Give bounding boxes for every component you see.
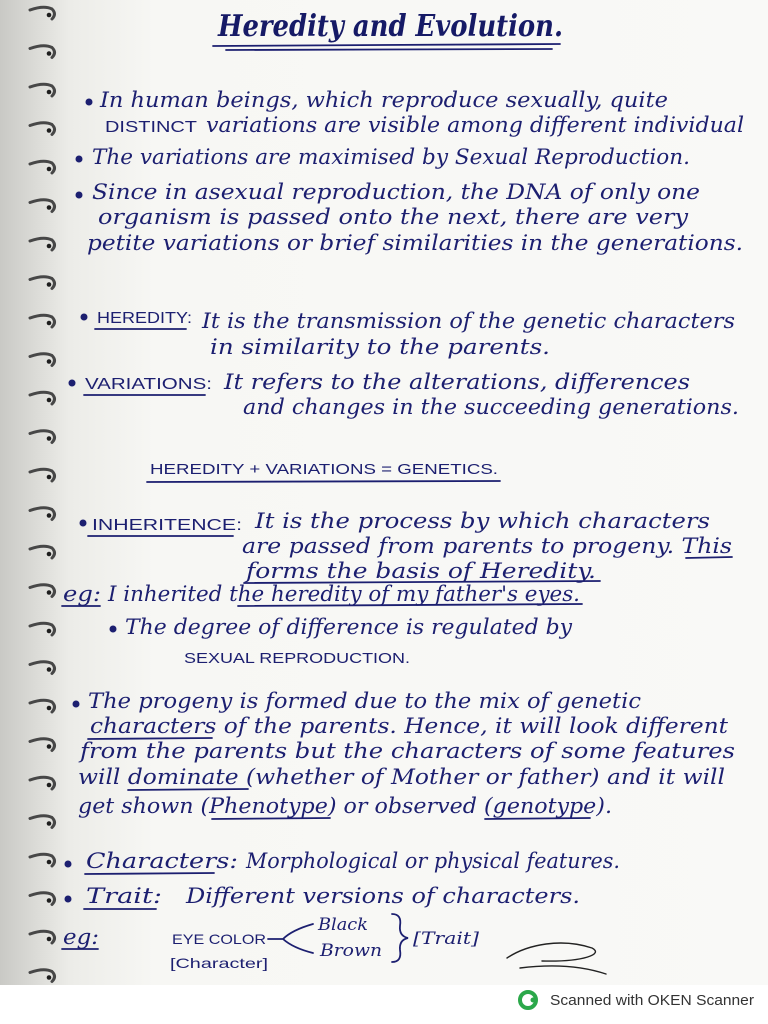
spiral-hole: [47, 937, 52, 942]
dominate-word-underline: [128, 789, 248, 790]
spiral-hole: [47, 590, 52, 595]
inheritence-definition-line-2: are passed from parents to progeny. This: [242, 534, 733, 558]
scanner-watermark-text: Scanned with OKEN Scanner: [550, 992, 754, 1009]
example-inherited-eyes: I inherited the heredity of my father's eyes.: [106, 582, 580, 606]
spiral-hole: [47, 898, 52, 903]
progeny-line-2: characters of the parents. Hence, it will look different: [90, 714, 729, 738]
spiral-hole: [47, 90, 52, 95]
characters-definition: Morphological or physical features.: [245, 849, 621, 873]
bullet-dot: [65, 896, 72, 903]
progeny-line-5: get shown (Phenotype) or observed (genotype).: [78, 794, 612, 818]
bullet-dot: [86, 99, 93, 106]
heredity-definition-line-1: It is the transmission of the genetic characters: [200, 309, 736, 333]
heredity-term: HEREDITY:: [97, 310, 192, 327]
trait-brown: Brown: [318, 941, 382, 961]
spiral-hole: [47, 513, 52, 518]
spiral-hole: [47, 13, 52, 18]
spiral-hole: [47, 51, 52, 56]
spiral-hole: [47, 398, 52, 403]
title-underline-second: [226, 49, 552, 50]
variations-term: VARIATIONS:: [85, 376, 212, 393]
characters-term: Characters:: [86, 849, 238, 873]
heredity-definition-line-2: in similarity to the parents.: [210, 335, 550, 359]
spiral-hole: [47, 282, 52, 287]
spiral-hole: [47, 860, 52, 865]
progeny-line-1: The progeny is formed due to the mix of genetic: [88, 689, 642, 713]
character-tag: [Character]: [170, 955, 268, 971]
genetics-equation: HEREDITY + VARIATIONS = GENETICS.: [150, 461, 498, 478]
spiral-hole: [47, 475, 52, 480]
spiral-hole: [47, 128, 52, 133]
bullet-asexual-line-2: organism is passed onto the next, there are very: [98, 205, 690, 229]
trait-tag: [Trait]: [413, 929, 480, 949]
spiral-hole: [47, 321, 52, 326]
spiral-hole: [47, 205, 52, 210]
bullet-dot: [76, 192, 83, 199]
bullet-sexual-variation-line-2: variations are visible among different individual: [206, 113, 744, 137]
spiral-hole: [47, 783, 52, 788]
degree-line-2-caps: SEXUAL REPRODUCTION.: [184, 650, 410, 667]
progeny-line-4: will dominate (whether of Mother or father) and it will: [78, 765, 726, 789]
bullet-dot: [110, 626, 117, 633]
spiral-hole: [47, 436, 52, 441]
spiral-hole: [47, 629, 52, 634]
spiral-hole: [47, 706, 52, 711]
spiral-hole: [47, 552, 52, 557]
trait-black: Black: [316, 915, 368, 935]
spiral-hole: [47, 244, 52, 249]
example-diagram-label: eg:: [63, 925, 99, 949]
inheritence-definition-line-3: forms the basis of Heredity.: [243, 559, 596, 583]
trait-definition: Different versions of characters.: [184, 884, 581, 908]
bullet-asexual-line-3: petite variations or brief similarities in the generations.: [87, 231, 743, 255]
variations-definition-line-2: and changes in the succeeding generations.: [243, 395, 739, 419]
bullet-dot: [81, 314, 88, 321]
characters-term-underline: [85, 873, 214, 874]
progeny-line-3: from the parents but the characters of some features: [77, 739, 736, 763]
bullet-dot: [73, 701, 80, 708]
page-title: Heredity and Evolution.: [217, 9, 563, 44]
scanner-watermark: [520, 992, 754, 1009]
spiral-hole: [47, 167, 52, 172]
bullet-asexual-line-1: Since in asexual reproduction, the DNA of only one: [92, 180, 700, 204]
bullet-maximised-line-1: The variations are maximised by Sexual Reproduction.: [92, 145, 690, 169]
bullet-sexual-variation-caps-word: DISTINCT: [105, 119, 198, 136]
logo-dot: [531, 998, 536, 1003]
bullet-dot: [69, 380, 76, 387]
bullet-sexual-variation-line-1: In human beings, which reproduce sexually, quite: [98, 88, 669, 112]
phenotype-underline: [212, 818, 330, 819]
genotype-underline: [485, 818, 590, 819]
this-word-underline: [686, 557, 732, 558]
trait-term: Trait:: [86, 884, 162, 908]
spiral-hole: [47, 744, 52, 749]
spiral-hole: [47, 821, 52, 826]
example-label: eg:: [63, 582, 101, 606]
spiral-hole: [47, 667, 52, 672]
bullet-dot: [76, 156, 83, 163]
inheritence-term: INHERITENCE:: [92, 517, 242, 534]
spiral-hole: [47, 359, 52, 364]
variations-definition-line-1: It refers to the alterations, differences: [222, 370, 691, 394]
degree-line-1: The degree of difference is regulated by: [125, 615, 574, 639]
bullet-dot: [80, 520, 87, 527]
spiral-hole: [47, 975, 52, 980]
inheritence-definition-line-1: It is the process by which characters: [253, 509, 711, 533]
eye-color-character: EYE COLOR: [172, 931, 266, 947]
genetics-equation-underline: [147, 481, 500, 482]
bullet-dot: [65, 861, 72, 868]
